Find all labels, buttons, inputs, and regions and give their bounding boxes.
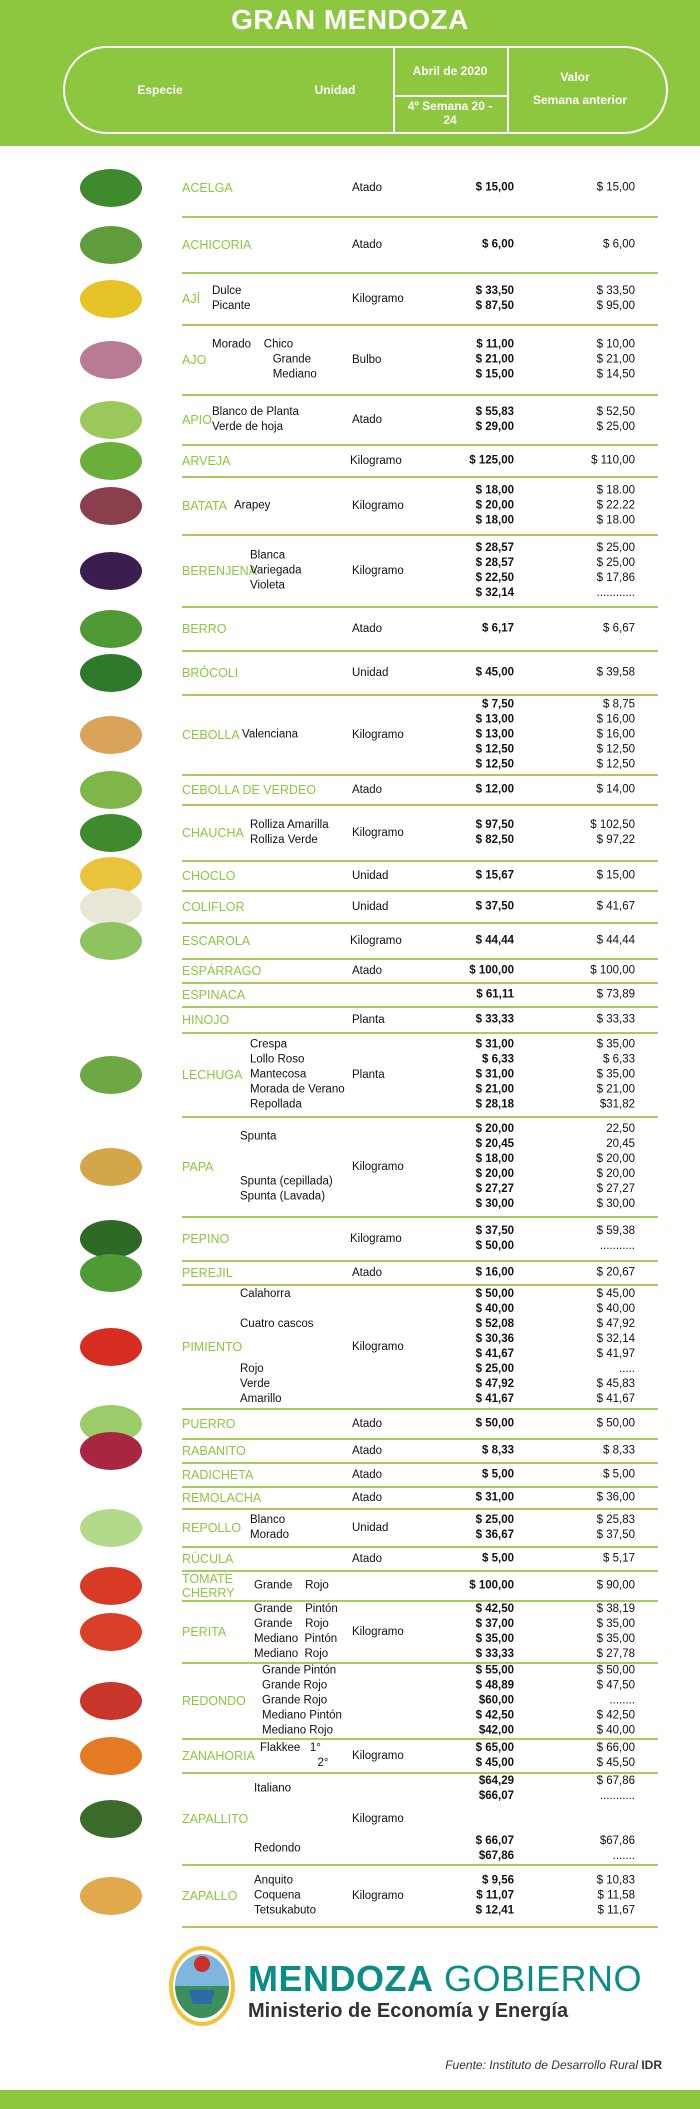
variety-list: Spunta Spunta (cepillada) Spunta (Lavada) — [240, 1130, 333, 1203]
species-name: COLIFLOR — [182, 900, 245, 914]
vegetable-image — [72, 536, 150, 606]
table-row — [182, 652, 658, 696]
price-table — [0, 160, 700, 1928]
previous-price: $ 90,00 — [596, 1579, 635, 1592]
table-row — [182, 1034, 658, 1118]
unit-label: Kilogramo — [352, 1813, 404, 1825]
previous-price: $ 15,00 — [596, 181, 635, 194]
vegetable-photo-icon — [80, 1682, 142, 1720]
species-name: RADICHETA — [182, 1468, 254, 1482]
vegetable-image — [72, 1464, 150, 1486]
table-row — [182, 1008, 658, 1034]
vegetable-image — [72, 1572, 150, 1600]
vegetable-image — [72, 160, 150, 216]
current-price: $ 18,00 $ 20,00 $ 18,00 — [475, 484, 514, 527]
species-name: RABANITO — [182, 1444, 246, 1458]
vegetable-image — [72, 218, 150, 272]
variety-list: Arapey — [234, 499, 271, 512]
previous-price: $ 15,00 — [596, 869, 635, 882]
variety-list: Grande Pintón Grande Rojo Mediano Pintón Mediano Rojo — [254, 1603, 338, 1660]
species-name: ARVEJA — [182, 454, 231, 468]
header-prev-week: Semana anterior — [532, 93, 628, 107]
current-price: $ 97,50 $ 82,50 — [475, 819, 514, 846]
variety-list: Crespa Lollo Roso Mantecosa Morada de Verano Repollada — [250, 1038, 345, 1111]
vegetable-photo-icon — [80, 654, 142, 692]
current-price: $ 45,00 — [475, 666, 514, 679]
unit-label: Atado — [352, 1445, 383, 1457]
header-month: Abril de 2020 — [412, 64, 488, 78]
previous-price: $ 59,38 ........... — [596, 1225, 635, 1252]
current-price: $ 33,50 $ 87,50 — [475, 285, 514, 312]
table-row — [182, 1286, 658, 1410]
current-price: $ 16,00 — [475, 1266, 514, 1279]
current-price: $ 50,00 $ 40,00 $ 52,08 $ 30,36 $ 41,67 $ 25,00 $ 47,92 $ 41,67 — [475, 1288, 514, 1405]
unit-label: Planta — [352, 1014, 385, 1026]
table-row — [182, 1118, 658, 1218]
unit-label: Kilogramo — [352, 1341, 404, 1353]
previous-price: $ 5,00 — [603, 1468, 635, 1481]
species-name: BATATA — [182, 499, 227, 513]
vegetable-image — [72, 862, 150, 890]
previous-price: $ 66,00 $ 45,50 — [596, 1742, 635, 1769]
current-price: $ 6,17 — [482, 622, 514, 635]
previous-price: $ 73,89 — [596, 988, 635, 1001]
header-divider — [395, 95, 507, 97]
unit-label: Kilogramo — [352, 1161, 404, 1173]
variety-list: Grande Rojo — [254, 1579, 329, 1592]
species-name: PUERRO — [182, 1417, 236, 1431]
previous-price: $ 8,75 $ 16,00 $ 16,00 $ 12,50 $ 12,50 — [596, 698, 635, 771]
current-price: $ 31,00 $ 6,33 $ 31,00 $ 21,00 $ 28,18 — [475, 1038, 514, 1111]
table-row — [182, 160, 658, 218]
species-name: PEREJIL — [182, 1266, 233, 1280]
previous-price: $ 110,00 — [591, 454, 635, 467]
table-row — [182, 1440, 658, 1464]
vegetable-photo-icon — [80, 226, 142, 264]
unit-label: Atado — [352, 1492, 383, 1504]
previous-price: $ 67,86 ........... $67,86 ....... — [596, 1775, 635, 1862]
table-row — [182, 1410, 658, 1440]
vegetable-image — [72, 1118, 150, 1216]
variety-list: Italiano Redondo — [254, 1782, 301, 1855]
current-price: $ 100,00 — [469, 1579, 514, 1592]
footer-band — [0, 2090, 700, 2109]
vegetable-photo-icon — [80, 1056, 142, 1094]
previous-price: $ 25,83 $ 37,50 — [596, 1514, 635, 1541]
vegetable-image — [72, 1008, 150, 1032]
previous-price: $ 5,17 — [603, 1552, 635, 1565]
previous-price: $ 33,33 — [596, 1013, 635, 1026]
current-price: $ 7,50 $ 13,00 $ 13,00 $ 12,50 $ 12,50 — [475, 698, 514, 771]
variety-list: Blanco Morado — [250, 1514, 289, 1541]
header-divider — [507, 46, 509, 134]
species-name: LECHUGA — [182, 1068, 243, 1082]
vegetable-image — [72, 1740, 150, 1772]
unit-label: Kilogramo — [352, 827, 404, 839]
header-band — [0, 0, 700, 146]
vegetable-photo-icon — [80, 1567, 142, 1605]
previous-price: $ 33,50 $ 95,00 — [596, 285, 635, 312]
table-row — [182, 218, 658, 274]
vegetable-photo-icon — [80, 1877, 142, 1915]
vegetable-photo-icon — [80, 169, 142, 207]
species-name: CHOCLO — [182, 869, 236, 883]
previous-price: $ 52,50 $ 25,00 — [596, 406, 635, 433]
current-price: $ 5,00 — [482, 1552, 514, 1565]
vegetable-image — [72, 652, 150, 694]
vegetable-image — [72, 776, 150, 804]
species-name: CEBOLLA DE VERDEO — [182, 783, 317, 797]
table-row — [182, 1548, 658, 1572]
unit-label: Bulbo — [352, 354, 382, 366]
vegetable-photo-icon — [80, 552, 142, 590]
previous-price: $ 35,00 $ 6,33 $ 35,00 $ 21,00 $31,82 — [596, 1038, 635, 1111]
previous-price: $ 36,00 — [596, 1491, 635, 1504]
unit-label: Atado — [352, 623, 383, 635]
table-row — [182, 924, 658, 960]
previous-price: $ 50,00 $ 47,50 ........ $ 42,50 $ 40,00 — [596, 1664, 635, 1737]
vegetable-image — [72, 960, 150, 982]
variety-list: Dulce Picante — [212, 285, 251, 312]
table-row — [182, 274, 658, 326]
current-price: $ 20,00 $ 20,45 $ 18,00 $ 20,00 $ 27,27 $ 30,00 — [475, 1123, 514, 1210]
vegetable-image — [72, 608, 150, 650]
vegetable-image — [72, 1286, 150, 1408]
current-price: $ 15,00 — [475, 181, 514, 194]
vegetable-image — [72, 326, 150, 394]
vegetable-image — [72, 396, 150, 444]
vegetable-photo-icon — [80, 401, 142, 439]
previous-price: $ 10,00 $ 21,00 $ 14,50 — [596, 338, 635, 381]
variety-list: Morado Chico Grande Mediano — [212, 338, 317, 381]
vegetable-photo-icon — [80, 814, 142, 852]
previous-price: $ 14,00 — [596, 783, 635, 796]
unit-label: Kilogramo — [350, 455, 402, 467]
species-name: PAPA — [182, 1160, 214, 1174]
vegetable-image — [72, 446, 150, 476]
unit-label: Atado — [352, 1469, 383, 1481]
gov-brand: MENDOZA GOBIERNO — [248, 1958, 643, 1999]
vegetable-image — [72, 924, 150, 958]
current-price: $ 42,50 $ 37,00 $ 35,00 $ 33,33 — [475, 1603, 514, 1660]
current-price: $ 33,33 — [475, 1013, 514, 1026]
current-price: $ 12,00 — [475, 783, 514, 796]
vegetable-photo-icon — [80, 341, 142, 379]
vegetable-image — [72, 1664, 150, 1738]
unit-label: Planta — [352, 1069, 385, 1081]
unit-label: Kilogramo — [352, 293, 404, 305]
vegetable-photo-icon — [80, 922, 142, 960]
header-unidad: Unidad — [314, 83, 356, 97]
table-row — [182, 608, 658, 652]
vegetable-photo-icon — [80, 1509, 142, 1547]
previous-price: 22,50 20,45 $ 20,00 $ 20,00 $ 27,27 $ 30,00 — [596, 1123, 635, 1210]
vegetable-photo-icon — [80, 1328, 142, 1366]
vegetable-photo-icon — [80, 1148, 142, 1186]
table-row — [182, 326, 658, 396]
vegetable-photo-icon — [80, 442, 142, 480]
species-name: BERRO — [182, 622, 227, 636]
table-row — [182, 1262, 658, 1286]
gov-ministry: Ministerio de Economía y Energía — [248, 2000, 569, 2022]
previous-price: $ 39,58 — [596, 666, 635, 679]
vegetable-image — [72, 1488, 150, 1508]
unit-label: Atado — [352, 1418, 383, 1430]
current-price: $ 15,67 — [475, 869, 514, 882]
current-price: $ 8,33 — [482, 1444, 514, 1457]
table-row — [182, 1740, 658, 1774]
vegetable-image — [72, 1034, 150, 1116]
vegetable-image — [72, 984, 150, 1006]
table-row — [182, 1866, 658, 1928]
variety-list: Blanca Variegada Violeta — [250, 549, 302, 592]
variety-list: Grande Pintón Grande Rojo Grande Rojo Mediano Pintón Mediano Rojo — [262, 1664, 342, 1737]
species-name: ESPINACA — [182, 988, 246, 1002]
header-especie: Especie — [137, 83, 183, 97]
table-row — [182, 806, 658, 862]
current-price: $64,29 $66,07 $ 66,07 $67,86 — [475, 1775, 514, 1862]
previous-price: $ 10,83 $ 11,58 $ 11,67 — [596, 1874, 635, 1917]
vegetable-photo-icon — [80, 1737, 142, 1775]
current-price: $ 125,00 — [469, 454, 514, 467]
table-row — [182, 1572, 658, 1602]
species-name: ZAPALLO — [182, 1889, 238, 1903]
species-name: APIO — [182, 413, 212, 427]
current-price: $ 61,11 — [476, 988, 514, 1001]
current-price: $ 100,00 — [469, 964, 514, 977]
species-name: REDONDO — [182, 1694, 246, 1708]
vegetable-photo-icon — [80, 1613, 142, 1651]
vegetable-image — [72, 1774, 150, 1864]
unit-label: Atado — [352, 1267, 383, 1279]
vegetable-photo-icon — [80, 888, 142, 926]
vegetable-photo-icon — [80, 1800, 142, 1838]
species-name: PIMIENTO — [182, 1340, 243, 1354]
previous-price: $ 102,50 $ 97,22 — [590, 819, 635, 846]
unit-label: Kilogramo — [350, 935, 402, 947]
vegetable-image — [72, 274, 150, 324]
previous-price: $ 41,67 — [596, 900, 635, 913]
previous-price: $ 38,19 $ 35,00 $ 35,00 $ 27,78 — [596, 1603, 635, 1660]
species-name: CEBOLLA — [182, 728, 240, 742]
previous-price: $ 50,00 — [596, 1417, 635, 1430]
vegetable-image — [72, 696, 150, 774]
table-row — [182, 696, 658, 776]
species-name: REPOLLO — [182, 1521, 242, 1535]
unit-label: Atado — [352, 182, 383, 194]
species-name: ESCAROLA — [182, 934, 251, 948]
unit-label: Atado — [352, 965, 383, 977]
species-name: RÚCULA — [182, 1552, 234, 1566]
variety-list: Blanco de Planta Verde de hoja — [212, 406, 299, 433]
vegetable-photo-icon — [80, 280, 142, 318]
species-name: PERITA — [182, 1625, 227, 1639]
unit-label: Kilogramo — [350, 1233, 402, 1245]
variety-list: Calahorra Cuatro cascos Rojo Verde Amarillo — [240, 1288, 314, 1405]
vegetable-photo-icon — [80, 1220, 142, 1258]
unit-label: Kilogramo — [352, 1750, 404, 1762]
current-price: $ 31,00 — [475, 1491, 514, 1504]
vegetable-image — [72, 806, 150, 860]
species-name: TOMATE CHERRY — [182, 1572, 235, 1600]
table-row — [182, 1464, 658, 1488]
table-row — [182, 478, 658, 536]
table-row — [182, 1510, 658, 1548]
current-price: $ 11,00 $ 21,00 $ 15,00 — [475, 338, 514, 381]
current-price: $ 44,44 — [475, 934, 514, 947]
unit-label: Atado — [352, 784, 383, 796]
species-name: ACHICORIA — [182, 238, 252, 252]
species-name: PEPINO — [182, 1232, 230, 1246]
vegetable-image — [72, 1440, 150, 1462]
previous-price: $ 100,00 — [590, 964, 635, 977]
vegetable-photo-icon — [80, 716, 142, 754]
current-price: $ 5,00 — [482, 1468, 514, 1481]
species-name: ESPÁRRAGO — [182, 964, 262, 978]
variety-list: Rolliza Amarilla Rolliza Verde — [250, 819, 329, 846]
species-name: ACELGA — [182, 181, 233, 195]
species-name: REMOLACHA — [182, 1491, 262, 1505]
previous-price: $ 18.00 $ 22.22 $ 18.00 — [596, 484, 635, 527]
species-name: ZANAHORIA — [182, 1749, 255, 1763]
vegetable-photo-icon — [80, 771, 142, 809]
unit-label: Kilogramo — [352, 565, 404, 577]
unit-label: Unidad — [352, 1522, 389, 1534]
page-title: GRAN MENDOZA — [231, 4, 469, 35]
unit-label: Atado — [352, 1553, 383, 1565]
vegetable-image — [72, 1602, 150, 1662]
species-name: AJÍ — [182, 292, 201, 306]
table-row — [182, 446, 658, 478]
previous-price: $ 45,00 $ 40,00 $ 47,92 $ 32,14 $ 41,97 ..... $ 45,83 $ 41,67 — [596, 1288, 635, 1405]
unit-label: Kilogramo — [352, 1626, 404, 1638]
table-row — [182, 776, 658, 806]
previous-price: $ 8,33 — [603, 1444, 635, 1457]
previous-price: $ 20,67 — [596, 1266, 635, 1279]
table-row — [182, 984, 658, 1008]
table-row — [182, 396, 658, 446]
table-row — [182, 862, 658, 892]
variety-list: Anquito Coquena Tetsukabuto — [254, 1874, 317, 1917]
header-valor: Valor — [560, 70, 590, 84]
unit-label: Kilogramo — [352, 500, 404, 512]
unit-label: Kilogramo — [352, 729, 404, 741]
table-row — [182, 1488, 658, 1510]
current-price: $ 37,50 $ 50,00 — [475, 1225, 514, 1252]
table-row — [182, 892, 658, 924]
vegetable-image — [72, 1510, 150, 1546]
unit-label: Kilogramo — [352, 1890, 404, 1902]
species-name: AJO — [182, 353, 207, 367]
variety-list: Flakkee 1° 2° — [260, 1742, 329, 1769]
header-divider — [393, 46, 395, 134]
current-price: $ 6,00 — [482, 238, 514, 251]
unit-label: Unidad — [352, 667, 389, 679]
previous-price: $ 6,67 — [603, 622, 635, 635]
current-price: $ 50,00 — [475, 1417, 514, 1430]
species-name: BERENJENA — [182, 564, 258, 578]
species-name: BRÓCOLI — [182, 666, 239, 680]
species-name: CHAUCHA — [182, 826, 244, 840]
vegetable-image — [72, 892, 150, 922]
current-price: $ 55,83 $ 29,00 — [475, 406, 514, 433]
table-row — [182, 960, 658, 984]
source-note: Fuente: Instituto de Desarrollo Rural IDR — [445, 2058, 662, 2072]
vegetable-photo-icon — [80, 610, 142, 648]
current-price: $ 37,50 — [475, 900, 514, 913]
table-row — [182, 1664, 658, 1740]
table-row — [182, 1602, 658, 1664]
unit-label: Atado — [352, 414, 383, 426]
previous-price: $ 6,00 — [603, 238, 635, 251]
table-row — [182, 1774, 658, 1866]
vegetable-image — [72, 1262, 150, 1284]
current-price: $ 9,56 $ 11,07 $ 12,41 — [475, 1874, 514, 1917]
current-price: $ 65,00 $ 45,00 — [475, 1742, 514, 1769]
current-price: $ 28,57 $ 28,57 $ 22,50 $ 32,14 — [475, 542, 514, 599]
unit-label: Unidad — [352, 901, 389, 913]
current-price: $ 25,00 $ 36,67 — [475, 1514, 514, 1541]
previous-price: $ 25,00 $ 25,00 $ 17,86 ............ — [596, 542, 635, 599]
table-row — [182, 536, 658, 608]
unit-label: Unidad — [352, 870, 389, 882]
unit-label: Atado — [352, 239, 383, 251]
vegetable-photo-icon — [80, 487, 142, 525]
previous-price: $ 44,44 — [596, 934, 635, 947]
vegetable-image — [72, 478, 150, 534]
vegetable-image — [72, 1866, 150, 1926]
mendoza-seal-icon — [165, 1938, 240, 2030]
variety-list: Valenciana — [242, 728, 299, 741]
header-week: 4º Semana 20 - 24 — [407, 99, 493, 127]
species-name: ZAPALLITO — [182, 1812, 249, 1826]
current-price: $ 55,00 $ 48,89 $60,00 $ 42,50 $42,00 — [475, 1664, 514, 1737]
table-row — [182, 1218, 658, 1262]
species-name: HINOJO — [182, 1013, 230, 1027]
